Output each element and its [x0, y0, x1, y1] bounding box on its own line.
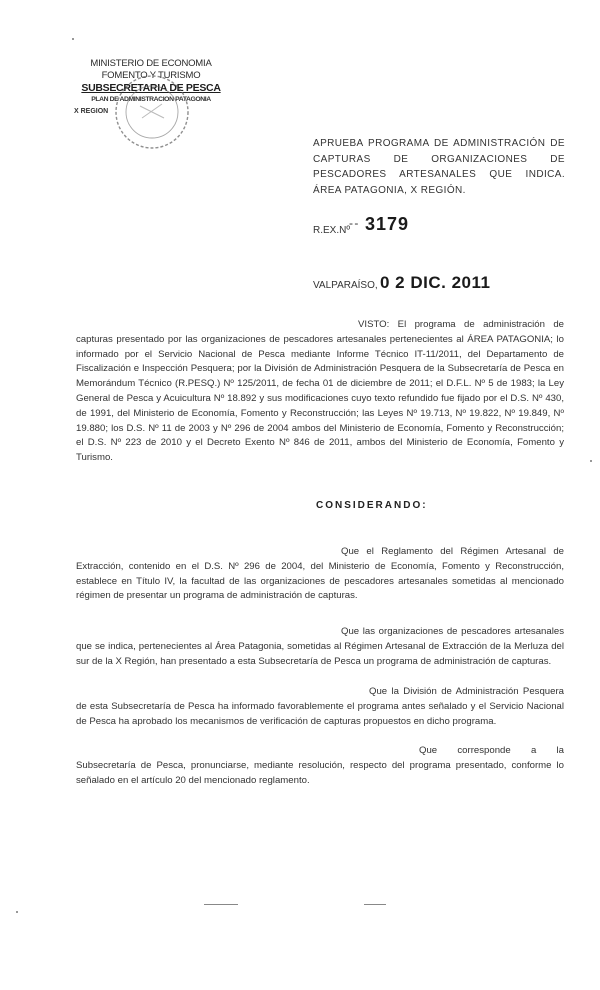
date-stamp: 0 2 DIC. 2011	[380, 273, 491, 292]
resolution-number: 3179	[365, 214, 410, 234]
ministry-name: MINISTERIO DE ECONOMIA	[90, 58, 212, 69]
scan-speck	[590, 460, 592, 462]
resolution-dashes: - -	[349, 216, 358, 230]
resolution-label: R.EX.Nº	[313, 225, 350, 236]
considerando-heading: CONSIDERANDO:	[316, 500, 428, 511]
plan-line: PLAN DE ADMINISTRACION PATAGONIA	[91, 96, 211, 103]
scan-speck	[16, 911, 18, 913]
subsecretaria-name: SUBSECRETARIA DE PESCA	[81, 82, 221, 94]
footer-scan-marks	[200, 904, 400, 910]
considerando-paragraph-4: Que corresponde a la Subsecretaría de Pesca, pronunciarse, mediante resolución, respecto del programa presentado, conforme lo señalado en el artículo 20 del mencionado reglamento.	[76, 745, 564, 786]
considerando-paragraph-3: Que la División de Administración Pesquera de esta Subsecretaría de Pesca ha informado favorablemente el programa antes señalado y el Servicio Nacional de Pesca ha aprobado los mecanismos de verificación de capturas propuestos en dicho programa.	[76, 686, 564, 727]
official-stamp	[112, 72, 192, 152]
considerando-paragraph-2: Que las organizaciones de pescadores artesanales que se indica, pertenecientes al Área Patagonia, sometidas al Régimen Artesanal de Extracción de la Merluza del sur de la X Región, han presentado a esta Subsecretaría de Pesca un programa de administración de capturas.	[76, 626, 564, 667]
date-block	[313, 273, 533, 297]
ministry-subtitle: FOMENTO Y TURISMO	[101, 70, 201, 81]
region-line: X REGION	[74, 108, 109, 115]
scan-speck	[72, 38, 74, 40]
visto-paragraph: VISTO: El programa de administración de capturas presentado por las organizaciones de pescadores artesanales pertenecientes al ÁREA PATAGONIA; lo informado por el Servicio Nacional de Pesca mediante Informe Técnico IT-11/2011, del Departamento de Fiscalización e Inspección Pesquera; por la División de Administración Pesquera de la Subsecretaría de Pesca en Memorándum Técnico (R.PESQ.) Nº 125/2011, de fecha 01 de diciembre de 2011; el D.F.L. Nº 5 de 1983; la Ley General de Pesca y Acuicultura Nº 18.892 y sus modificaciones cuyo texto refundido fue fijado por el D.S. Nº 430, de 1991, del Ministerio de Economía, Fomento y Reconstrucción; las Leyes Nº 19.713, Nº 19.822, Nº 19.849, Nº 19.880; los D.S. Nº 11 de 2003 y Nº 296 de 2004 ambos del Ministerio de Economía, Fomento y Reconstrucción; el D.S. Nº 223 de 2010 y el Decreto Exento Nº 846 de 2011, ambos del Ministerio de Economía, Fomento y Turismo.	[76, 319, 564, 464]
resolution-number-block	[313, 210, 513, 240]
considerando-paragraph-1: Que el Reglamento del Régimen Artesanal de Extracción, contenido en el D.S. Nº 296 de 2004, del Ministerio de Economía, Fomento y Reconstrucción, establece en Título IV, la facultad de las organizaciones de pescadores artesanales sometidas al mencionado régimen de presentar un programa de administración de capturas.	[76, 546, 564, 602]
date-place: VALPARAÍSO,	[313, 280, 378, 291]
resolution-subject: APRUEBA PROGRAMA DE ADMINISTRACIÓN DE CAPTURAS DE ORGANIZACIONES DE PESCADORES ARTESANALES QUE INDICA. ÁREA PATAGONIA, X REGIÓN.	[313, 138, 565, 196]
